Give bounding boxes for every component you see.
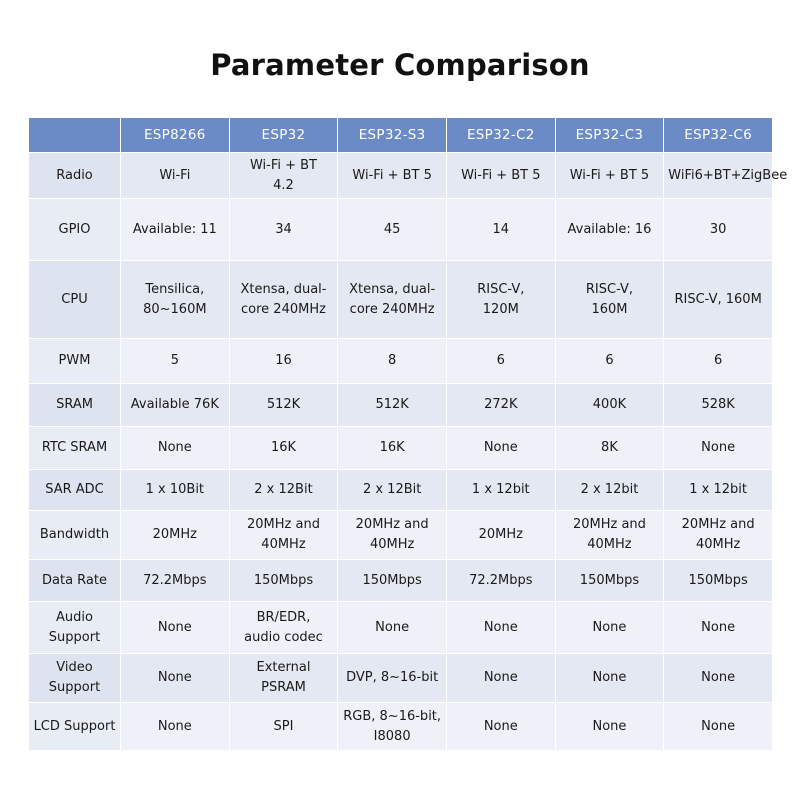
table-cell: None xyxy=(555,602,664,654)
table-cell: 512K xyxy=(229,384,338,427)
table-cell: Available: 11 xyxy=(121,199,230,261)
table-cell: None xyxy=(446,427,555,470)
table-cell: Wi-Fi + BT 5 xyxy=(555,153,664,199)
table-cell: RISC-V, 120M xyxy=(446,261,555,339)
table-cell: None xyxy=(555,703,664,751)
table-cell: BR/EDR, audio codec xyxy=(229,602,338,654)
table-row xyxy=(29,261,773,339)
table-row xyxy=(29,153,773,199)
table-cell: 150Mbps xyxy=(555,560,664,602)
table-cell: None xyxy=(664,602,773,654)
table-cell: 2 x 12Bit xyxy=(229,470,338,511)
table-row xyxy=(29,427,773,470)
table-cell: 16K xyxy=(338,427,447,470)
table-cell: Wi-Fi + BT 5 xyxy=(338,153,447,199)
table-cell: 1 x 12bit xyxy=(446,470,555,511)
page-title: Parameter Comparison xyxy=(210,48,590,82)
table-cell: 16 xyxy=(229,339,338,384)
column-header: ESP32-C6 xyxy=(664,118,773,153)
header-row xyxy=(29,118,773,153)
table-row xyxy=(29,560,773,602)
table-cell: 1 x 12bit xyxy=(664,470,773,511)
table-cell: 20MHz xyxy=(121,511,230,560)
column-header: ESP8266 xyxy=(121,118,230,153)
column-header: ESP32 xyxy=(229,118,338,153)
table-cell: 16K xyxy=(229,427,338,470)
row-header: Video Support xyxy=(29,654,121,703)
table-cell: 272K xyxy=(446,384,555,427)
table-cell: None xyxy=(664,427,773,470)
table-row xyxy=(29,654,773,703)
row-header: RTC SRAM xyxy=(29,427,121,470)
table-row xyxy=(29,199,773,261)
table-cell: 2 x 12bit xyxy=(555,470,664,511)
table-cell: None xyxy=(446,703,555,751)
table-cell: 6 xyxy=(664,339,773,384)
comparison-table xyxy=(28,117,788,751)
row-header: Audio Support xyxy=(29,602,121,654)
row-header: SAR ADC xyxy=(29,470,121,511)
table-cell: 20MHz and 40MHz xyxy=(555,511,664,560)
table-cell: 6 xyxy=(555,339,664,384)
table-row xyxy=(29,511,773,560)
table-cell: 20MHz and 40MHz xyxy=(338,511,447,560)
table-cell: 20MHz and 40MHz xyxy=(229,511,338,560)
table-cell: None xyxy=(121,654,230,703)
table-cell: RGB, 8~16-bit, I8080 xyxy=(338,703,447,751)
table-cell: 30 xyxy=(664,199,773,261)
table-cell: None xyxy=(664,703,773,751)
row-header: CPU xyxy=(29,261,121,339)
table-cell: 400K xyxy=(555,384,664,427)
table-row xyxy=(29,384,773,427)
table-row xyxy=(29,339,773,384)
row-header: PWM xyxy=(29,339,121,384)
table-cell: 150Mbps xyxy=(229,560,338,602)
row-header: Data Rate xyxy=(29,560,121,602)
table-cell: None xyxy=(121,602,230,654)
table-cell: 2 x 12Bit xyxy=(338,470,447,511)
table-cell: 528K xyxy=(664,384,773,427)
table-cell: External PSRAM xyxy=(229,654,338,703)
column-header: ESP32-S3 xyxy=(338,118,447,153)
table-row xyxy=(29,602,773,654)
table-cell: Xtensa, dual- core 240MHz xyxy=(229,261,338,339)
row-header: Bandwidth xyxy=(29,511,121,560)
table-cell: 72.2Mbps xyxy=(121,560,230,602)
table-cell: Wi-Fi xyxy=(121,153,230,199)
row-header: GPIO xyxy=(29,199,121,261)
table-row xyxy=(29,703,773,751)
table-cell: 6 xyxy=(446,339,555,384)
table-cell: Wi-Fi + BT 4.2 xyxy=(229,153,338,199)
table-cell: Available: 16 xyxy=(555,199,664,261)
table-cell: None xyxy=(446,654,555,703)
table-cell: 1 x 10Bit xyxy=(121,470,230,511)
header-corner xyxy=(29,118,121,153)
table-cell: RISC-V, 160M xyxy=(555,261,664,339)
table-cell: 20MHz and 40MHz xyxy=(664,511,773,560)
table-cell: 150Mbps xyxy=(338,560,447,602)
table-cell: None xyxy=(664,654,773,703)
table-cell: None xyxy=(121,427,230,470)
table-cell: WiFi6+BT+ZigBee xyxy=(664,153,773,199)
row-header: LCD Support xyxy=(29,703,121,751)
row-header: SRAM xyxy=(29,384,121,427)
table-cell: 14 xyxy=(446,199,555,261)
table-cell: Xtensa, dual- core 240MHz xyxy=(338,261,447,339)
table-cell: DVP, 8~16-bit xyxy=(338,654,447,703)
row-header: Radio xyxy=(29,153,121,199)
table-cell: 20MHz xyxy=(446,511,555,560)
table-cell: 72.2Mbps xyxy=(446,560,555,602)
table-cell: 8K xyxy=(555,427,664,470)
table-cell: Available 76K xyxy=(121,384,230,427)
table-cell: Tensilica, 80~160M xyxy=(121,261,230,339)
column-header: ESP32-C2 xyxy=(446,118,555,153)
table-cell: 45 xyxy=(338,199,447,261)
table-cell: Wi-Fi + BT 5 xyxy=(446,153,555,199)
table-cell: 512K xyxy=(338,384,447,427)
table-cell: RISC-V, 160M xyxy=(664,261,773,339)
table-cell: 5 xyxy=(121,339,230,384)
table-cell: None xyxy=(121,703,230,751)
table-cell: None xyxy=(446,602,555,654)
column-header: ESP32-C3 xyxy=(555,118,664,153)
table-row xyxy=(29,470,773,511)
table-cell: SPI xyxy=(229,703,338,751)
table-cell: 34 xyxy=(229,199,338,261)
table-cell: None xyxy=(338,602,447,654)
table-cell: 8 xyxy=(338,339,447,384)
table-cell: 150Mbps xyxy=(664,560,773,602)
table-cell: None xyxy=(555,654,664,703)
